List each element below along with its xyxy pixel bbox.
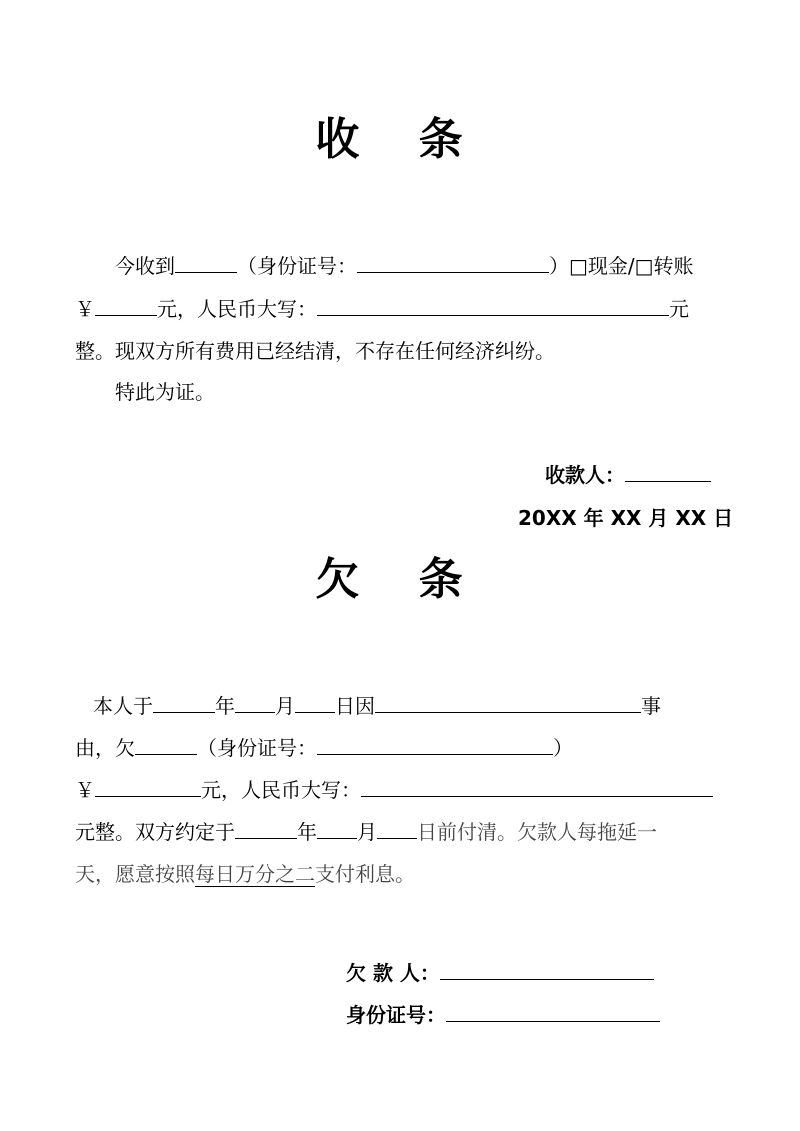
receipt-line-2 bbox=[75, 295, 689, 323]
receipt-name-blank bbox=[175, 252, 237, 273]
receipt-line-3: 整。现双方所有费用已经结清，不存在任何经济纠纷。 bbox=[75, 339, 555, 363]
receipt-payee-label: 收款人： bbox=[545, 463, 625, 487]
iou-matter-text: 事 bbox=[641, 694, 661, 718]
iou-id-number bbox=[346, 1001, 660, 1029]
receipt-rmb-label: 元，人民币大写： bbox=[157, 297, 317, 321]
iou-title: 欠 条 bbox=[315, 554, 485, 605]
receipt-received-text: 今收到 bbox=[115, 254, 175, 278]
iou-agreement-text: 元整。双方约定于 bbox=[75, 820, 235, 844]
iou-day-blank bbox=[295, 692, 335, 713]
iou-interest-rate: 每日万分之二 bbox=[195, 862, 315, 886]
iou-line-4 bbox=[75, 818, 657, 846]
receipt-id-blank bbox=[357, 252, 549, 273]
receipt-line-1 bbox=[115, 252, 694, 280]
iou-id-close: ） bbox=[553, 736, 573, 760]
receipt-payee bbox=[545, 461, 711, 489]
iou-capital-amount-blank bbox=[361, 776, 713, 797]
iou-id-blank bbox=[317, 734, 553, 755]
iou-interest-tail: 支付利息。 bbox=[315, 862, 415, 886]
iou-line-5 bbox=[75, 860, 415, 888]
iou-year-text: 年 bbox=[215, 694, 235, 718]
iou-month-blank bbox=[235, 692, 275, 713]
receipt-yuan-text: 元 bbox=[669, 297, 689, 321]
iou-id-number-label: 身份证号： bbox=[346, 1003, 446, 1027]
iou-month-text: 月 bbox=[275, 694, 295, 718]
iou-due-day-text: 日前付清。欠款人每拖延一 bbox=[417, 820, 657, 844]
receipt-id-label: （身份证号： bbox=[237, 254, 357, 278]
iou-debtor-blank bbox=[440, 959, 654, 980]
iou-id-label: （身份证号： bbox=[197, 736, 317, 760]
iou-reason-blank bbox=[375, 692, 641, 713]
iou-day-reason-text: 日因 bbox=[335, 694, 375, 718]
iou-year-blank bbox=[153, 692, 215, 713]
receipt-amount-blank bbox=[95, 295, 157, 316]
iou-amount-blank bbox=[95, 776, 201, 797]
iou-due-month-text: 月 bbox=[357, 820, 377, 844]
iou-line-3 bbox=[75, 776, 713, 804]
iou-id-number-blank bbox=[446, 1001, 660, 1022]
iou-interest-lead: 天，愿意按照 bbox=[75, 862, 195, 886]
iou-due-year-blank bbox=[235, 818, 297, 839]
iou-self-text: 本人于 bbox=[93, 694, 153, 718]
receipt-payment-method: ）□现金/□转账 bbox=[549, 254, 694, 278]
iou-due-year-text: 年 bbox=[297, 820, 317, 844]
iou-rmb-label: 元，人民币大写： bbox=[201, 778, 361, 802]
receipt-capital-amount-blank bbox=[317, 295, 669, 316]
iou-debtor bbox=[346, 959, 654, 987]
iou-debtor-label: 欠 款 人： bbox=[346, 961, 440, 985]
iou-line-2 bbox=[75, 734, 573, 762]
receipt-yen-sign: ￥ bbox=[75, 297, 95, 321]
iou-yen-sign: ￥ bbox=[75, 778, 95, 802]
receipt-title: 收 条 bbox=[315, 114, 485, 165]
receipt-date: 20XX 年 XX 月 XX 日 bbox=[518, 506, 734, 530]
receipt-line-4: 特此为证。 bbox=[115, 380, 215, 404]
iou-line-1 bbox=[93, 692, 661, 720]
iou-due-day-blank bbox=[377, 818, 417, 839]
iou-creditor-blank bbox=[135, 734, 197, 755]
receipt-payee-blank bbox=[625, 461, 711, 482]
iou-due-month-blank bbox=[317, 818, 357, 839]
iou-owe-text: 由，欠 bbox=[75, 736, 135, 760]
